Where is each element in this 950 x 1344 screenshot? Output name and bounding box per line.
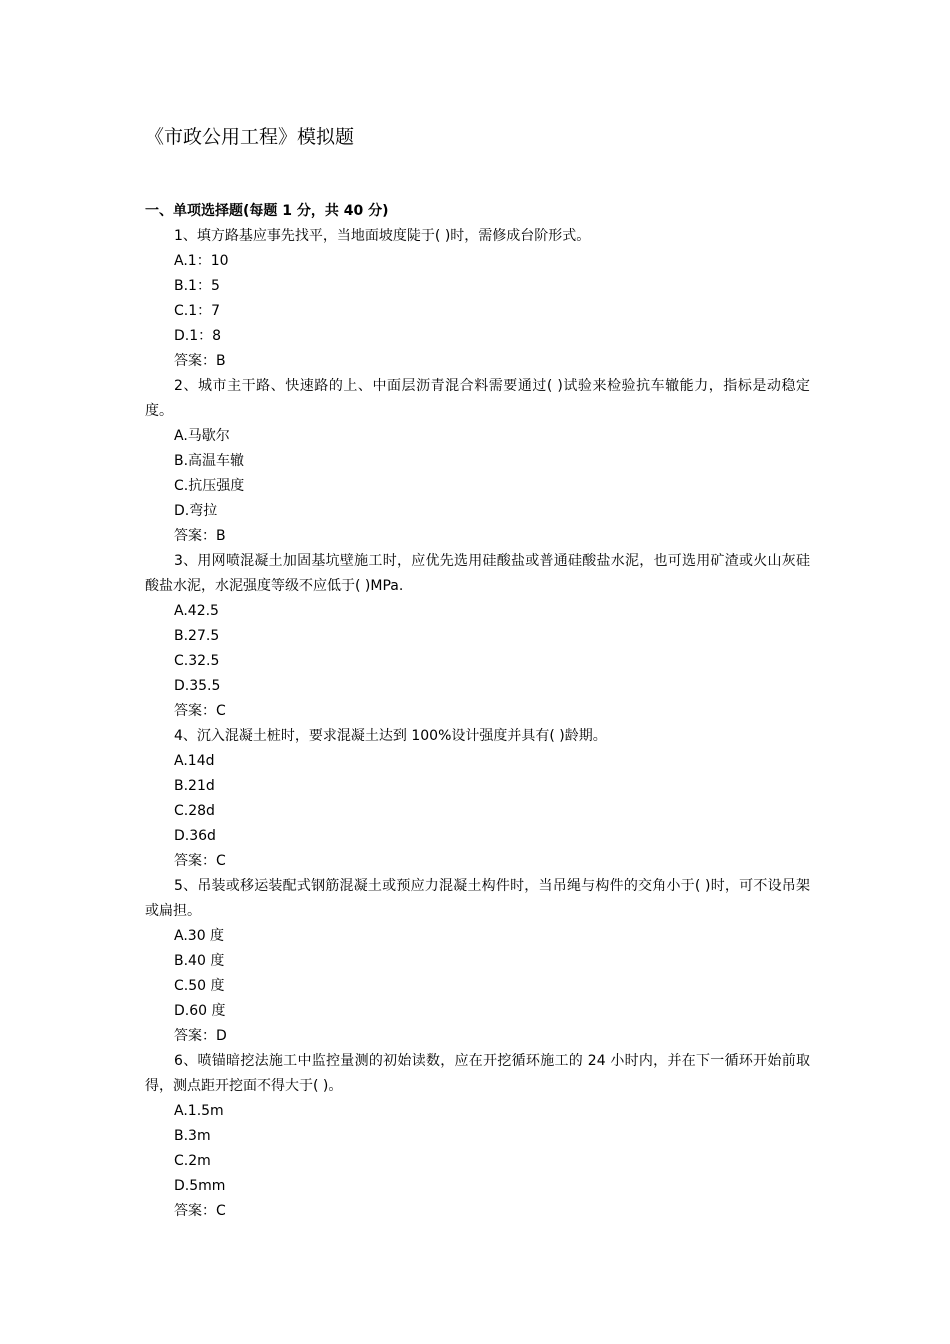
question-text: 6、喷锚暗挖法施工中监控量测的初始读数，应在开挖循环施工的 24 小时内，并在下一循环开始前取得，测点距开挖面不得大于( )。 (145, 1053, 810, 1094)
option-d: D.36d (174, 828, 216, 844)
option-b: B.3m (174, 1128, 211, 1144)
option-a: A.1.5m (174, 1103, 224, 1119)
option-c: C.抗压强度 (174, 478, 245, 494)
section-heading: 一、单项选择题(每题 1 分，共 40 分) (145, 203, 389, 219)
option-d: D.5mm (174, 1178, 226, 1194)
question-list (145, 224, 810, 1224)
question-text: 1、填方路基应事先找平，当地面坡度陡于( )时，需修成台阶形式。 (174, 228, 591, 244)
option-c: C.2m (174, 1153, 211, 1169)
option-d: D.弯拉 (174, 503, 218, 519)
question-text: 2、城市主干路、快速路的上、中面层沥青混合料需要通过( )试验来检验抗车辙能力，指标是动稳定度。 (145, 378, 810, 419)
question-4 (145, 724, 810, 874)
answer: 答案：D (174, 1028, 227, 1044)
answer: 答案：B (174, 528, 226, 544)
question-2 (145, 374, 810, 549)
option-b: B.21d (174, 778, 215, 794)
option-c: C.50 度 (174, 978, 225, 994)
question-1 (145, 224, 810, 374)
option-a: A.42.5 (174, 603, 219, 619)
option-a: A.14d (174, 753, 215, 769)
question-text: 5、吊装或移运装配式钢筋混凝土或预应力混凝土构件时，当吊绳与构件的交角小于( )时，可不设吊架或扁担。 (145, 878, 810, 919)
option-b: B.高温车辙 (174, 453, 245, 469)
option-b: B.27.5 (174, 628, 220, 644)
option-a: A.30 度 (174, 928, 225, 944)
option-c: C.32.5 (174, 653, 220, 669)
answer: 答案：C (174, 1203, 226, 1219)
option-d: D.35.5 (174, 678, 221, 694)
option-c: C.1：7 (174, 303, 221, 319)
option-d: D.60 度 (174, 1003, 226, 1019)
question-3 (145, 549, 810, 724)
option-a: A.1：10 (174, 253, 229, 269)
option-a: A.马歇尔 (174, 428, 230, 444)
question-5 (145, 874, 810, 1049)
question-6 (145, 1049, 810, 1224)
answer: 答案：C (174, 853, 226, 869)
answer: 答案：B (174, 353, 226, 369)
question-text: 4、沉入混凝土桩时，要求混凝土达到 100%设计强度并具有( )龄期。 (174, 728, 607, 744)
question-text: 3、用网喷混凝土加固基坑壁施工时，应优先选用硅酸盐或普通硅酸盐水泥，也可选用矿渣或火山灰硅酸盐水泥，水泥强度等级不应低于( )MPa. (145, 553, 810, 594)
option-b: B.40 度 (174, 953, 225, 969)
answer: 答案：C (174, 703, 226, 719)
option-b: B.1：5 (174, 278, 220, 294)
option-d: D.1：8 (174, 328, 222, 344)
document-title: 《市政公用工程》模拟题 (145, 126, 355, 148)
option-c: C.28d (174, 803, 215, 819)
